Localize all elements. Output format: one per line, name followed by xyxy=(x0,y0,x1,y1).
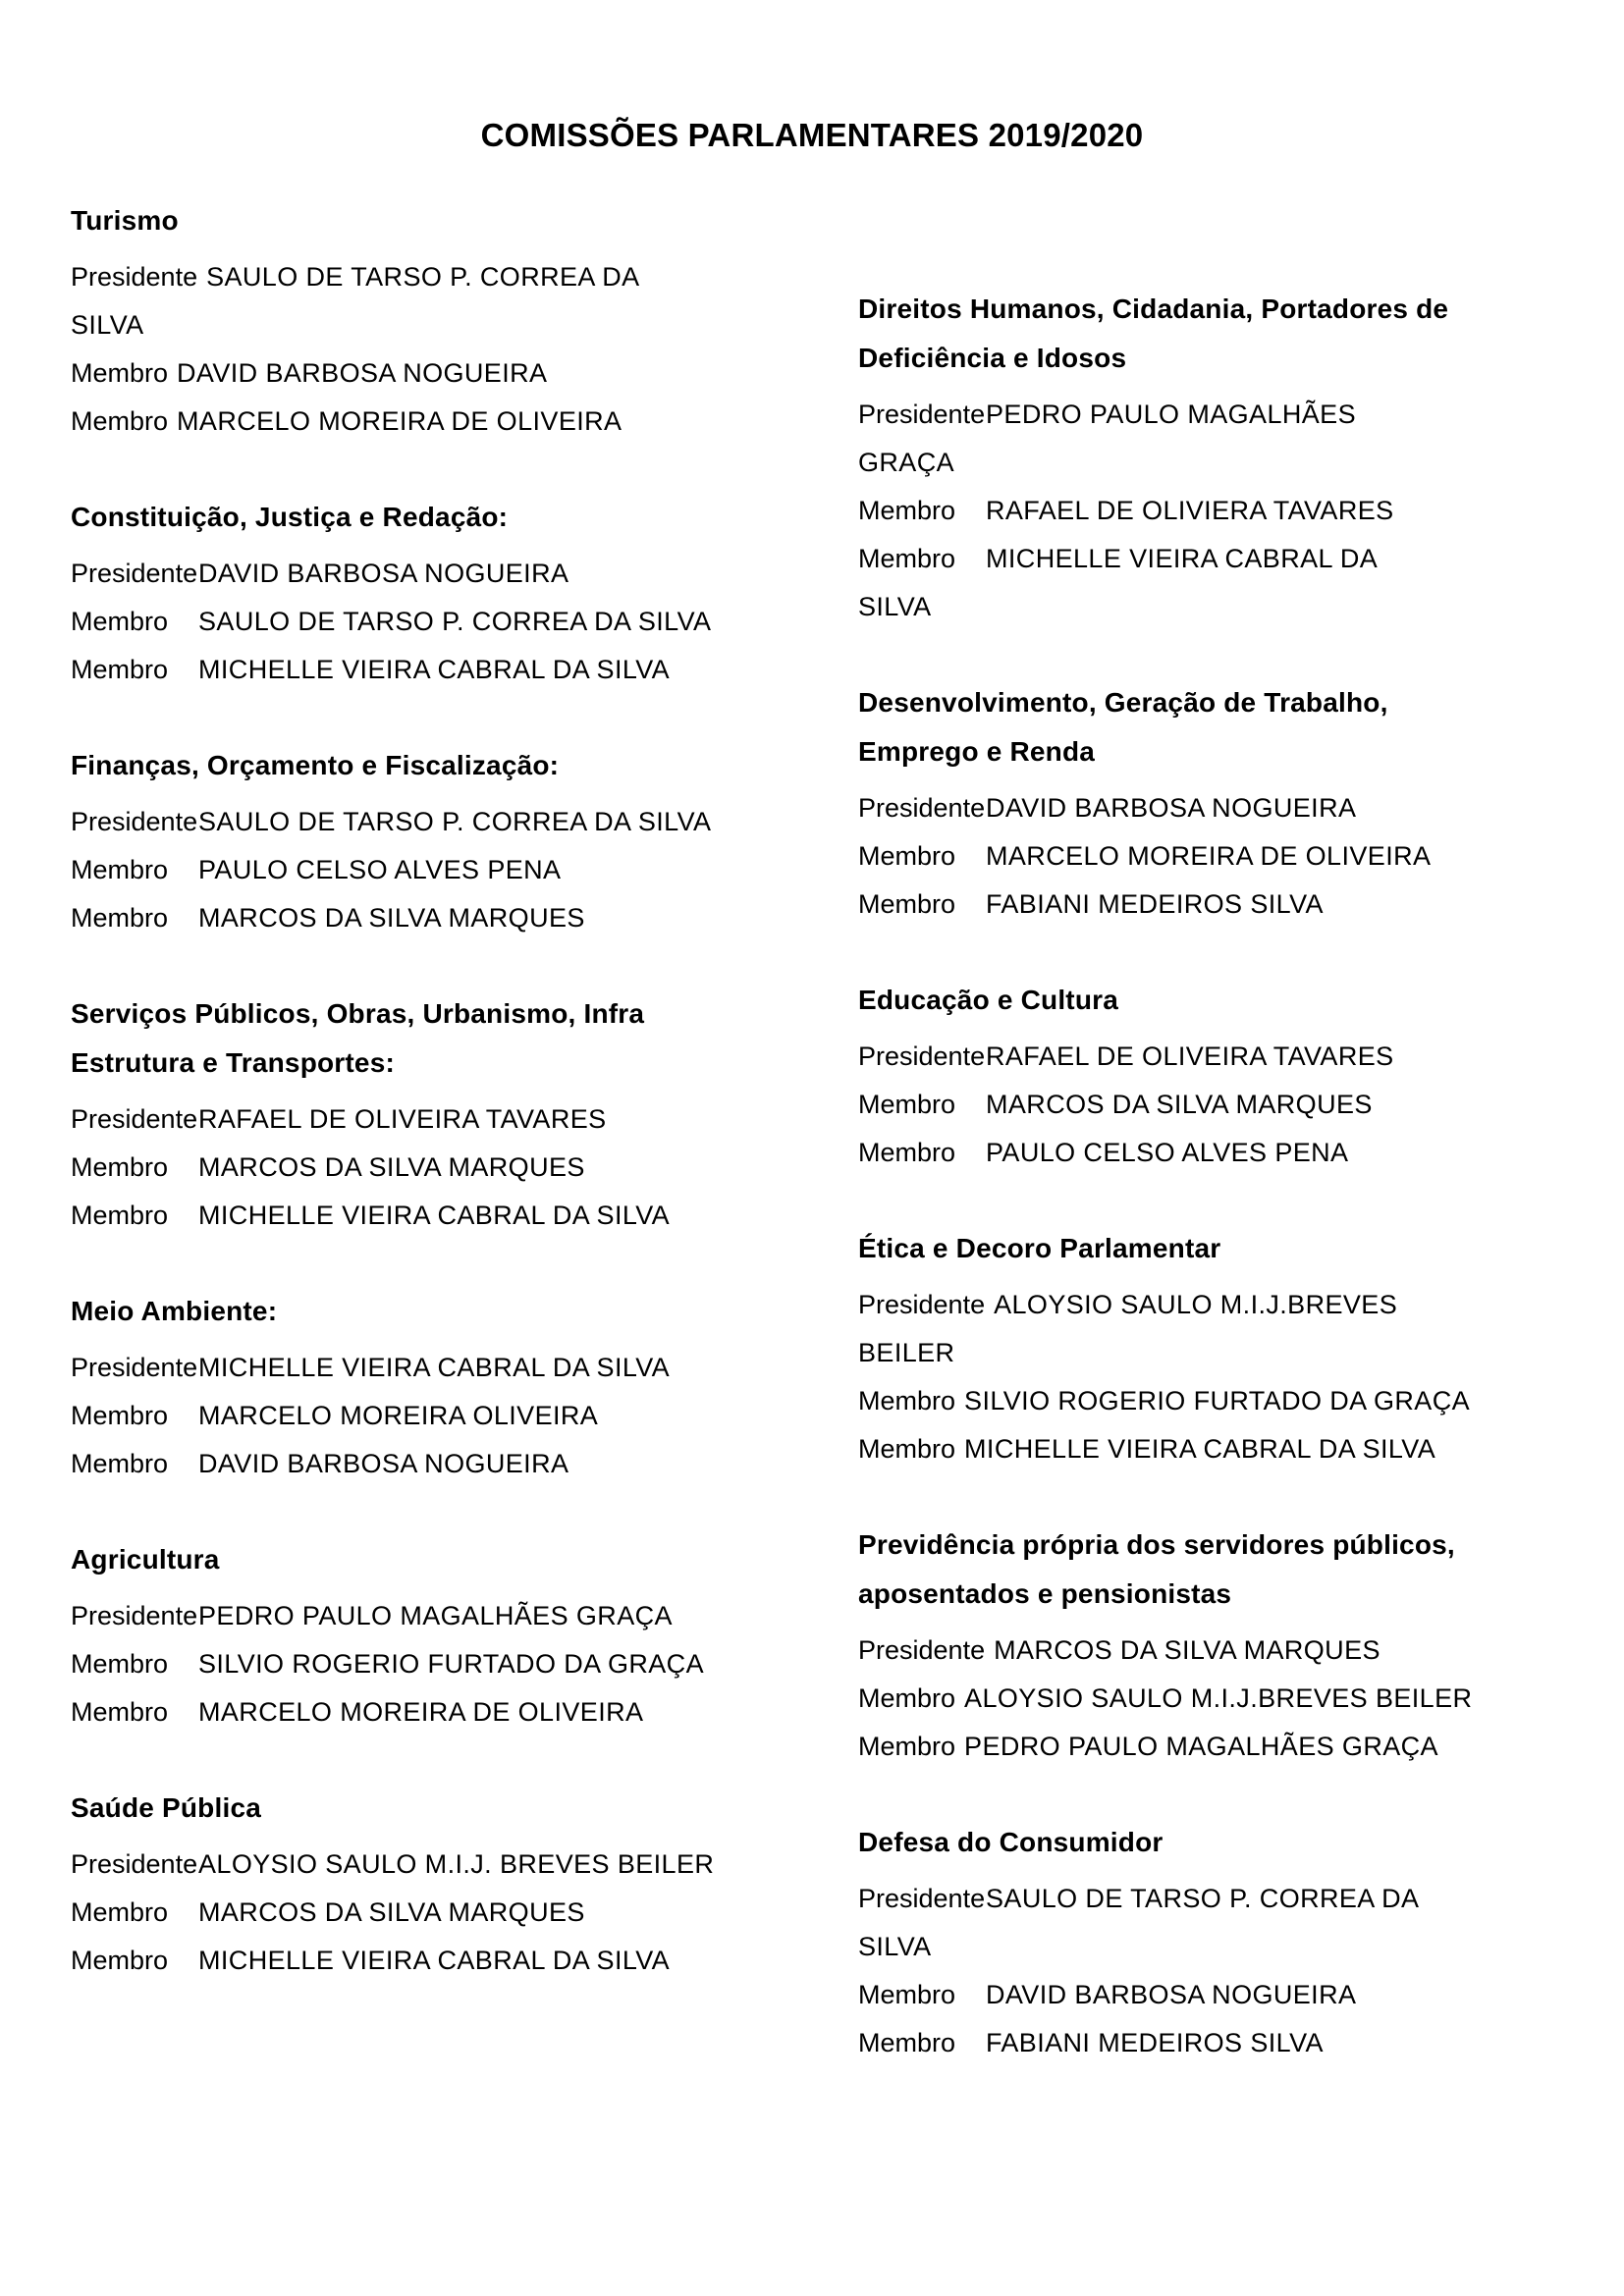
role-label: Membro xyxy=(858,1732,956,1761)
commission-section xyxy=(858,678,1614,929)
member-name: DAVID BARBOSA NOGUEIRA xyxy=(198,559,569,588)
member-row xyxy=(71,1144,856,1192)
role-label: Presidente xyxy=(858,1635,986,1665)
section-heading xyxy=(71,1535,856,1584)
member-row xyxy=(71,349,856,398)
member-row xyxy=(858,1081,1614,1129)
member-row xyxy=(858,784,1614,832)
member-row xyxy=(71,398,856,446)
member-row xyxy=(858,1627,1614,1675)
member-name: MICHELLE VIEIRA CABRAL DA SILVA xyxy=(198,655,671,684)
commission-section xyxy=(858,1818,1614,2067)
section-heading-line: Educação e Cultura xyxy=(858,985,1119,1015)
member-row xyxy=(71,1937,856,1985)
member-row xyxy=(858,1971,1614,2019)
member-row xyxy=(71,1344,856,1392)
role-label: Membro xyxy=(858,1090,956,1119)
member-row xyxy=(858,535,1614,631)
member-name: SAULO DE TARSO P. CORREA DA SILVA xyxy=(198,807,712,836)
member-name: MARCELO MOREIRA DE OLIVEIRA xyxy=(198,1697,644,1727)
role-label: Membro xyxy=(858,841,956,871)
section-heading xyxy=(71,989,856,1088)
role-label: Membro xyxy=(858,544,956,573)
member-row xyxy=(71,1688,856,1736)
member-row xyxy=(71,1095,856,1144)
member-name: FABIANI MEDEIROS SILVA xyxy=(986,2028,1324,2057)
section-heading-line: Turismo xyxy=(71,205,179,236)
member-row xyxy=(858,1281,1614,1377)
section-heading-line: Agricultura xyxy=(71,1544,220,1575)
role-label: Presidente xyxy=(71,807,198,836)
member-row xyxy=(71,253,856,349)
member-name: PEDRO PAULO MAGALHÃES GRAÇA xyxy=(198,1601,673,1630)
member-row xyxy=(858,1425,1614,1473)
member-name: ALOYSIO SAULO M.I.J.BREVES xyxy=(994,1290,1398,1319)
member-name: MARCELO MOREIRA OLIVEIRA xyxy=(198,1401,599,1430)
member-name: MARCOS DA SILVA MARQUES xyxy=(198,903,585,933)
member-name: PAULO CELSO ALVES PENA xyxy=(986,1138,1349,1167)
member-row xyxy=(858,1723,1614,1771)
role-label: Membro xyxy=(858,1980,956,2009)
member-name: RAFAEL DE OLIVIERA TAVARES xyxy=(986,496,1394,525)
member-row xyxy=(71,894,856,942)
member-name: PEDRO PAULO MAGALHÃES GRAÇA xyxy=(964,1732,1438,1761)
section-heading-line: Estrutura e Transportes: xyxy=(71,1047,395,1078)
member-name: PEDRO PAULO MAGALHÃES xyxy=(986,400,1356,429)
member-name: MICHELLE VIEIRA CABRAL DA SILVA xyxy=(198,1201,671,1230)
role-label: Membro xyxy=(71,406,169,436)
role-label: Presidente xyxy=(858,400,986,429)
role-label: Membro xyxy=(71,903,169,933)
member-name: SAULO DE TARSO P. CORREA DA SILVA xyxy=(198,607,712,636)
role-label: Membro xyxy=(71,1649,169,1679)
member-name: MICHELLE VIEIRA CABRAL DA SILVA xyxy=(198,1353,671,1382)
role-label: Membro xyxy=(71,1449,169,1478)
section-heading-line: Desenvolvimento, Geração de Trabalho, xyxy=(858,687,1388,718)
section-heading xyxy=(71,196,856,245)
member-name: RAFAEL DE OLIVEIRA TAVARES xyxy=(986,1041,1394,1071)
role-label: Membro xyxy=(71,855,169,884)
role-label: Membro xyxy=(71,1201,169,1230)
section-heading-line: Serviços Públicos, Obras, Urbanismo, Infra xyxy=(71,998,645,1029)
member-name: MICHELLE VIEIRA CABRAL DA xyxy=(986,544,1379,573)
section-heading-line: Constituição, Justiça e Redação: xyxy=(71,502,509,532)
section-heading xyxy=(71,493,856,542)
member-name: SILVIO ROGERIO FURTADO DA GRAÇA xyxy=(964,1386,1471,1415)
commission-section xyxy=(71,1287,856,1488)
role-label: Presidente xyxy=(71,262,198,292)
role-label: Presidente xyxy=(858,1290,986,1319)
member-name: GRAÇA xyxy=(858,448,955,477)
document-title: COMISSÕES PARLAMENTARES 2019/2020 xyxy=(480,117,1144,154)
member-row xyxy=(71,1440,856,1488)
member-row xyxy=(71,1841,856,1889)
section-heading xyxy=(71,1287,856,1336)
section-heading-line: Ética e Decoro Parlamentar xyxy=(858,1233,1221,1263)
member-row xyxy=(71,1889,856,1937)
member-row xyxy=(858,2019,1614,2067)
member-name: SILVIO ROGERIO FURTADO DA GRAÇA xyxy=(198,1649,704,1679)
member-name: MARCELO MOREIRA DE OLIVEIRA xyxy=(177,406,623,436)
member-name: DAVID BARBOSA NOGUEIRA xyxy=(177,358,548,388)
member-name: SAULO DE TARSO P. CORREA DA xyxy=(206,262,640,292)
member-row xyxy=(71,846,856,894)
section-heading-line: Meio Ambiente: xyxy=(71,1296,278,1326)
section-heading-line: Deficiência e Idosos xyxy=(858,343,1127,373)
role-label: Membro xyxy=(71,1152,169,1182)
member-name: DAVID BARBOSA NOGUEIRA xyxy=(986,793,1357,823)
member-row xyxy=(71,1592,856,1640)
member-name: SILVA xyxy=(858,1932,932,1961)
section-heading-line: aposentados e pensionistas xyxy=(858,1578,1232,1609)
member-row xyxy=(71,1640,856,1688)
role-label: Presidente xyxy=(71,1601,198,1630)
member-name: DAVID BARBOSA NOGUEIRA xyxy=(198,1449,569,1478)
role-label: Membro xyxy=(858,1138,956,1167)
member-name: BEILER xyxy=(858,1338,955,1367)
commission-section xyxy=(858,1224,1614,1473)
member-row xyxy=(858,1033,1614,1081)
role-label: Membro xyxy=(71,1897,169,1927)
member-name: MICHELLE VIEIRA CABRAL DA SILVA xyxy=(964,1434,1436,1464)
role-label: Membro xyxy=(71,1401,169,1430)
commission-section xyxy=(858,285,1614,631)
member-name: DAVID BARBOSA NOGUEIRA xyxy=(986,1980,1357,2009)
role-label: Membro xyxy=(858,889,956,919)
member-name: ALOYSIO SAULO M.I.J.BREVES BEILER xyxy=(964,1683,1473,1713)
commission-section xyxy=(858,976,1614,1177)
member-name: SILVA xyxy=(71,310,144,340)
role-label: Membro xyxy=(71,655,169,684)
section-heading xyxy=(71,741,856,790)
member-name: SAULO DE TARSO P. CORREA DA xyxy=(986,1884,1420,1913)
role-label: Membro xyxy=(71,607,169,636)
commission-section xyxy=(858,1521,1614,1771)
commission-section xyxy=(71,1535,856,1736)
role-label: Membro xyxy=(858,496,956,525)
member-row xyxy=(71,798,856,846)
commission-section xyxy=(71,196,856,446)
section-heading xyxy=(858,285,1614,383)
member-name: MARCELO MOREIRA DE OLIVEIRA xyxy=(986,841,1432,871)
member-row xyxy=(858,1875,1614,1971)
member-row xyxy=(858,1675,1614,1723)
member-row xyxy=(858,487,1614,535)
section-heading xyxy=(858,1521,1614,1619)
role-label: Membro xyxy=(858,1434,956,1464)
member-name: MARCOS DA SILVA MARQUES xyxy=(198,1897,585,1927)
section-heading-line: Finanças, Orçamento e Fiscalização: xyxy=(71,750,560,780)
member-row xyxy=(858,881,1614,929)
member-row xyxy=(858,1129,1614,1177)
member-row xyxy=(858,832,1614,881)
member-name: ALOYSIO SAULO M.I.J. BREVES BEILER xyxy=(198,1849,715,1879)
role-label: Membro xyxy=(858,1683,956,1713)
section-heading xyxy=(858,976,1614,1025)
member-row xyxy=(858,391,1614,487)
member-row xyxy=(71,646,856,694)
member-name: FABIANI MEDEIROS SILVA xyxy=(986,889,1324,919)
section-heading-line: Previdência própria dos servidores públicos, xyxy=(858,1529,1455,1560)
section-heading-line: Defesa do Consumidor xyxy=(858,1827,1164,1857)
section-heading xyxy=(858,678,1614,776)
role-label: Membro xyxy=(71,1946,169,1975)
role-label: Presidente xyxy=(71,1353,198,1382)
role-label: Presidente xyxy=(71,1849,198,1879)
section-heading-line: Direitos Humanos, Cidadania, Portadores de xyxy=(858,294,1449,324)
section-heading xyxy=(858,1818,1614,1867)
commission-section xyxy=(71,1784,856,1985)
member-name: MARCOS DA SILVA MARQUES xyxy=(994,1635,1380,1665)
member-row xyxy=(71,550,856,598)
section-heading xyxy=(858,1224,1614,1273)
member-row xyxy=(71,598,856,646)
role-label: Presidente xyxy=(858,1884,986,1913)
role-label: Membro xyxy=(71,358,169,388)
member-row xyxy=(71,1392,856,1440)
role-label: Presidente xyxy=(858,1041,986,1071)
section-heading xyxy=(71,1784,856,1833)
section-heading-line: Emprego e Renda xyxy=(858,736,1096,767)
role-label: Membro xyxy=(71,1697,169,1727)
role-label: Presidente xyxy=(858,793,986,823)
member-name: RAFAEL DE OLIVEIRA TAVARES xyxy=(198,1104,607,1134)
role-label: Membro xyxy=(858,1386,956,1415)
commission-section xyxy=(71,741,856,942)
member-name: SILVA xyxy=(858,592,932,621)
commission-section xyxy=(71,493,856,694)
role-label: Membro xyxy=(858,2028,956,2057)
member-row xyxy=(858,1377,1614,1425)
role-label: Presidente xyxy=(71,559,198,588)
member-name: MICHELLE VIEIRA CABRAL DA SILVA xyxy=(198,1946,671,1975)
member-name: MARCOS DA SILVA MARQUES xyxy=(198,1152,585,1182)
commission-section xyxy=(71,989,856,1240)
section-heading-line: Saúde Pública xyxy=(71,1792,261,1823)
member-name: MARCOS DA SILVA MARQUES xyxy=(986,1090,1373,1119)
member-name: PAULO CELSO ALVES PENA xyxy=(198,855,562,884)
role-label: Presidente xyxy=(71,1104,198,1134)
column-right xyxy=(858,285,1614,2067)
column-left xyxy=(71,196,856,1985)
member-row xyxy=(71,1192,856,1240)
